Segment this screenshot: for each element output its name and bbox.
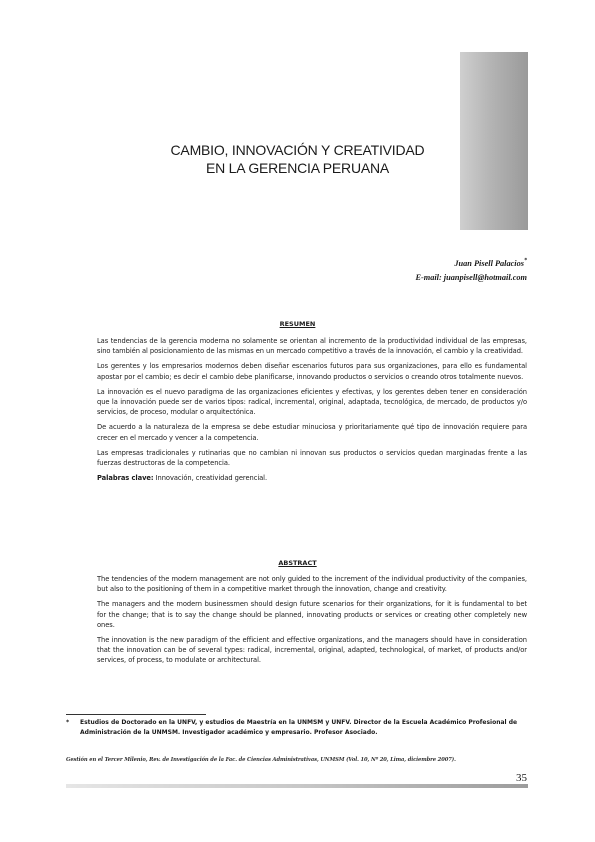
resumen-paragraph: Los gerentes y los empresarios modernos deben diseñar escenarios futuros para sus organizaciones, para ello es fundamental apostar por el cambio; es decir el cambio debe planificarse, innovando productos o servicios o creando otros totalmente nuevos. bbox=[97, 362, 527, 381]
author-footnote-mark: * bbox=[524, 258, 527, 264]
footnote bbox=[66, 718, 528, 737]
abstract-body bbox=[97, 574, 527, 671]
article-title bbox=[0, 141, 595, 177]
footnote-text: Estudios de Doctorado en la UNFV, y estudios de Maestría en la UNMSM y UNFV. Director de la Escuela Académico Profesional de Administración de la UNMSM. Investigador académico y empresario. Profesor Asociado. bbox=[80, 719, 518, 736]
resumen-heading: RESUMEN bbox=[279, 320, 316, 328]
resumen-paragraph: Las empresas tradicionales y rutinarias que no cambian ni innovan sus productos o servicios quedan marginadas frente a las fuerzas destructoras de la competencia. bbox=[97, 448, 527, 468]
resumen-body bbox=[97, 336, 527, 488]
title-line-2: EN LA GERENCIA PERUANA bbox=[205, 160, 390, 176]
abstract-paragraph: The managers and the modern businessmen should design future scenarios for their organizations, for it is fundamental to bet for the change; that is to say the change should be planned, innovating products or services or creating other completely new ones. bbox=[97, 600, 527, 629]
resumen-paragraph: La innovación es el nuevo paradigma de las organizaciones eficientes y efectivas, y los gerentes deben tener en consideración que la innovación puede ser de varios tipos: radical, incremental, original, adaptada, tecnológica, de mercado, de productos y/o servicios, de proceso, modular o arquitectónica. bbox=[97, 387, 527, 417]
title-line-1: CAMBIO, INNOVACIÓN Y CREATIVIDAD bbox=[170, 142, 425, 158]
footnote-divider bbox=[66, 714, 206, 715]
author-name-line bbox=[415, 254, 527, 271]
journal-citation: Gestión en el Tercer Milenio, Rev. de Investigación de la Fac. de Ciencias Administrativas, UNMSM (Vol. 10, Nº 20, Lima, diciembre 2007). bbox=[66, 757, 456, 763]
author-name: Juan Pisell Palacios bbox=[454, 258, 524, 268]
abstract-paragraph: The innovation is the new paradigm of the efficient and effective organizations, and the managers should have in consideration that the innovation can be of several types: radical, incremental, original, adapted, technological, of market, of products and/or services, of process, to modulate or architectural. bbox=[97, 636, 527, 665]
author-email[interactable]: E-mail: juanpisell@hotmail.com bbox=[415, 272, 527, 282]
abstract-heading: ABSTRACT bbox=[278, 559, 317, 567]
resumen-paragraph: De acuerdo a la naturaleza de la empresa se debe estudiar minuciosa y prioritariamente qué tipo de innovación requiere para crecer en el mercado y vencer a la competencia. bbox=[97, 423, 527, 442]
keywords-text: Innovación, creatividad gerencial. bbox=[153, 474, 268, 483]
keywords bbox=[97, 473, 527, 483]
bottom-decorative-rule bbox=[66, 784, 528, 788]
resumen-paragraph: Las tendencias de la gerencia moderna no solamente se orientan al incremento de la productividad individual de las empresas, sino también al posicionamiento de las mismas en un mercado competitivo a través de la innovación, el cambio y la creatividad. bbox=[97, 337, 527, 356]
author-block bbox=[415, 254, 527, 285]
page-number: 35 bbox=[516, 772, 527, 784]
abstract-paragraph: The tendencies of the modern management are not only guided to the increment of the individual productivity of the companies, but also to the positioning of them in a competitive market through the innovation, change and creativity. bbox=[97, 575, 527, 594]
footnote-mark: * bbox=[66, 719, 70, 726]
keywords-label: Palabras clave: bbox=[97, 474, 154, 483]
